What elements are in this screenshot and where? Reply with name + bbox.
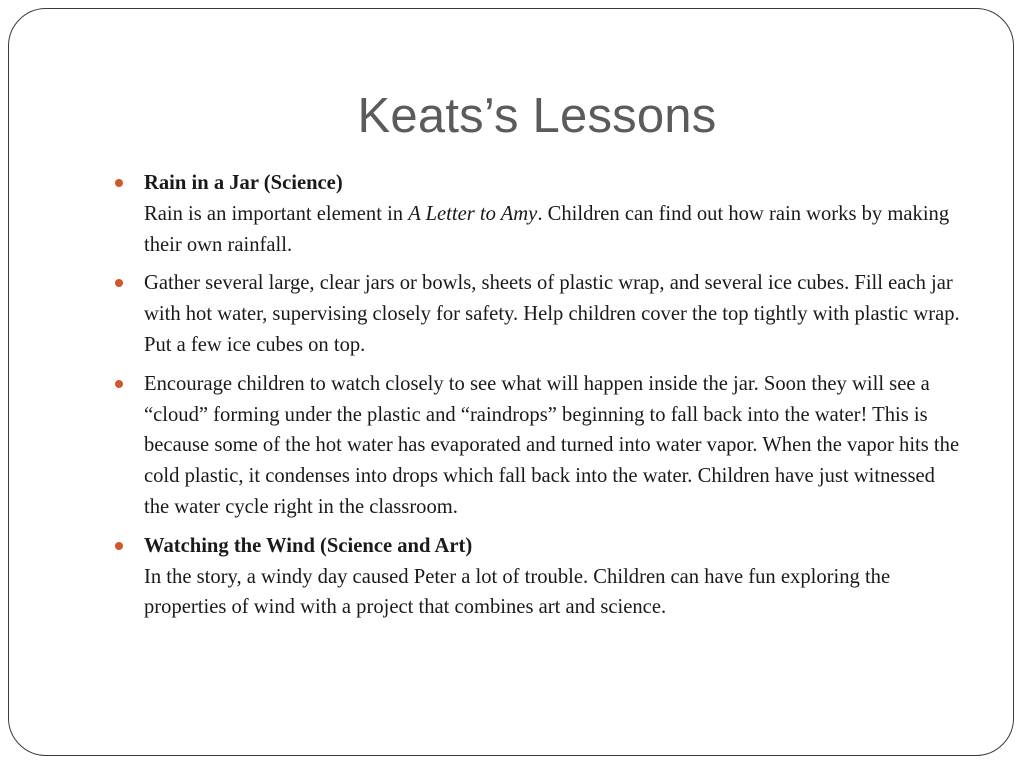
bullet-item-rain-in-a-jar	[112, 168, 962, 260]
bullet-text-before: Rain is an important element in	[144, 202, 409, 225]
bullet-heading: Rain in a Jar (Science)	[144, 172, 343, 194]
bullet-list	[112, 168, 962, 631]
bullet-text: Gather several large, clear jars or bowls, sheets of plastic wrap, and several ice cubes. Fill each jar with hot water, supervising closely for safety. Help children cover the top tightly with plastic wrap. Put a few ice cubes on top.	[144, 272, 960, 356]
bullet-text: In the story, a windy day caused Peter a lot of trouble. Children can have fun exploring the properties of wind with a project that combines art and science.	[144, 565, 891, 619]
bullet-text-after: . Children can find out how rain works by making their own rainfall.	[144, 202, 950, 256]
bullet-dot-icon	[115, 179, 123, 187]
bullet-dot-icon	[115, 279, 123, 287]
bullet-heading: Watching the Wind (Science and Art)	[144, 534, 473, 557]
bullet-dot-icon	[115, 542, 123, 550]
bullet-item-watching-the-wind	[112, 531, 962, 623]
bullet-text	[144, 203, 949, 256]
bullet-dot-icon	[115, 380, 123, 388]
bullet-text: Encourage children to watch closely to see what will happen inside the jar. Soon they will see a “cloud” forming under the plastic and “raindrops” beginning to fall back into the water! This is because some of the hot water has evaporated and turned into water vapor. When the vapor hits the cold plastic, it condenses into drops which fall back into the water. Children have just witnessed the water cycle right in the classroom.	[144, 372, 960, 518]
slide-title: Keats’s Lessons	[357, 89, 717, 143]
bullet-item-observe-jar	[112, 369, 962, 523]
book-title-italic: A Letter to Amy	[408, 202, 538, 225]
bullet-item-gather-materials	[112, 268, 962, 360]
